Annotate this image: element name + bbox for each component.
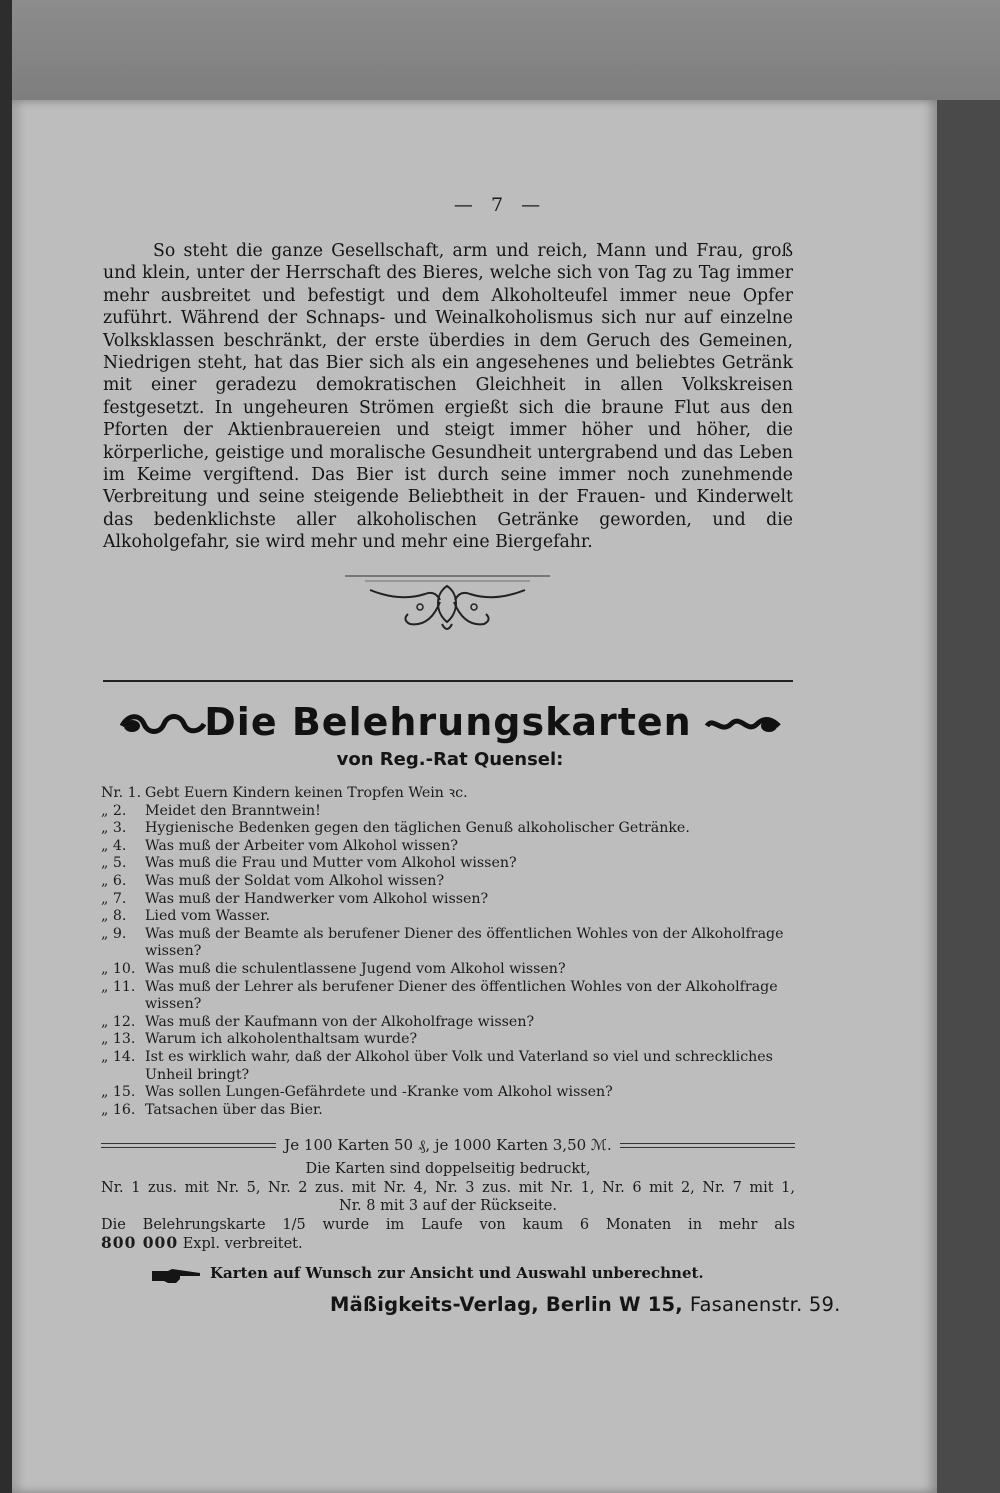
list-item bbox=[101, 820, 795, 838]
page-number: — 7 — bbox=[453, 194, 547, 216]
heading-title: Die Belehrungskarten bbox=[204, 700, 692, 744]
ornament-divider bbox=[340, 572, 555, 637]
card-title: Was muß der Arbeiter vom Alkohol wissen? bbox=[145, 837, 458, 854]
list-item bbox=[101, 891, 795, 909]
card-title: Warum ich alkoholenthaltsam wurde? bbox=[145, 1031, 418, 1048]
card-number: „ 12. bbox=[101, 1013, 136, 1030]
list-item bbox=[101, 1084, 795, 1102]
list-item bbox=[101, 1014, 795, 1032]
card-number: „ 6. bbox=[101, 872, 127, 889]
card-number: „ 14. bbox=[101, 1048, 136, 1065]
price-rule-left bbox=[101, 1143, 276, 1148]
list-item bbox=[101, 855, 795, 873]
section-rule bbox=[103, 680, 793, 682]
card-number: „ 3. bbox=[101, 820, 127, 837]
publisher-address: Fasanenstr. 59. bbox=[689, 1293, 841, 1316]
notes-line-1: Die Karten sind doppelseitig bedruckt, bbox=[305, 1161, 591, 1177]
card-number: „ 15. bbox=[101, 1084, 136, 1101]
body-paragraph bbox=[103, 240, 793, 554]
next-page-edge bbox=[937, 100, 1000, 1493]
card-title: Was muß der Kaufmann von der Alkoholfrage wissen? bbox=[145, 1013, 535, 1030]
notes-line-3: Nr. 8 mit 3 auf der Rückseite. bbox=[339, 1198, 557, 1215]
heading-subtitle: von Reg.-Rat Quensel: bbox=[336, 749, 564, 770]
notes bbox=[101, 1160, 795, 1254]
price-text: Je 100 Karten 50 ₰, je 1000 Karten 3,50 ℳ. bbox=[284, 1135, 612, 1154]
list-item bbox=[101, 1031, 795, 1049]
right-flourish-icon bbox=[703, 712, 783, 738]
list-item bbox=[101, 908, 795, 926]
card-list bbox=[101, 785, 795, 1119]
card-title: Meidet den Branntwein! bbox=[145, 802, 321, 819]
card-title: Was sollen Lungen-Gefährdete und -Kranke vom Alkohol wissen? bbox=[145, 1084, 613, 1101]
card-number: „ 9. bbox=[101, 925, 127, 942]
card-number: Nr. 1. bbox=[101, 785, 142, 801]
list-item bbox=[101, 1102, 795, 1120]
card-number: „ 7. bbox=[101, 890, 127, 907]
list-item bbox=[101, 961, 795, 979]
paragraph-text: So steht die ganze Gesellschaft, arm und reich, Mann und Frau, groß und klein, unter der Herrschaft des Bieres, welche sich von Tag zu Tag immer mehr ausbreitet und befestigt und dem Alkoholteufel immer neue Opfer zuführt. Während der Schnaps- und Weinalkoholismus sich nur auf einzelne Volksklassen beschränkt, der erste überdies in dem Geruch des Gemeinen, Niedrigen steht, hat das Bier sich als ein angesehenes und beliebtes Getränk mit einer geradezu demokratischen Gleichheit in allen Volkskreisen festgesetzt. In ungeheuren Strömen ergießt sich die braune Flut aus den Pforten der Aktienbrauereien und steigt immer höher und höher, die körperliche, geistige und moralische Gesundheit untergrabend und das Leben im Keime vergiftend. Das Bier ist durch seine immer noch zunehmende Verbreitung und seine steigende Beliebtheit in der Frauen- und Kinderwelt das bedenklichste aller alkoholischen Getränke geworden, und die Alkoholgefahr, sie wird mehr und mehr eine Biergefahr. bbox=[103, 241, 793, 553]
notes-line-5-text: Expl. verbreitet. bbox=[182, 1236, 303, 1253]
pointing-hand-icon bbox=[150, 1267, 202, 1285]
card-title: Tatsachen über das Bier. bbox=[145, 1101, 323, 1118]
card-title: Hygienische Bedenken gegen den täglichen Genuß alkoholischer Getränke. bbox=[145, 820, 690, 837]
card-title: Lied vom Wasser. bbox=[145, 908, 270, 925]
book-spine bbox=[0, 0, 12, 1493]
list-item bbox=[101, 926, 795, 961]
price-line bbox=[101, 1135, 795, 1155]
card-number: „ 4. bbox=[101, 837, 127, 854]
card-title: Ist es wirklich wahr, daß der Alkohol über Volk und Vaterland so viel und schreckliches Unheil bringt? bbox=[145, 1048, 773, 1083]
list-item bbox=[101, 838, 795, 856]
distribution-count: 800 000 bbox=[101, 1233, 179, 1253]
notes-line-2: Nr. 1 zus. mit Nr. 5, Nr. 2 zus. mit Nr. 4, Nr. 3 zus. mit Nr. 1, Nr. 6 mit 2, Nr. 7 mit 1, bbox=[101, 1179, 795, 1196]
card-number: „ 16. bbox=[101, 1101, 136, 1118]
publisher bbox=[330, 1293, 840, 1316]
card-title: Gebt Euern Kindern keinen Tropfen Wein ꝛc. bbox=[145, 785, 468, 801]
list-item bbox=[101, 873, 795, 891]
notes-line-5 bbox=[101, 1234, 795, 1254]
list-item bbox=[101, 803, 795, 821]
card-number: „ 2. bbox=[101, 802, 127, 819]
notes-line-4: Die Belehrungskarte 1/5 wurde im Laufe von kaum 6 Monaten in mehr als bbox=[101, 1216, 795, 1233]
card-title: Was muß die Frau und Mutter vom Alkohol wissen? bbox=[145, 855, 517, 872]
card-title: Was muß der Soldat vom Alkohol wissen? bbox=[145, 872, 445, 889]
price-rule-right bbox=[620, 1143, 795, 1148]
offer-text: Karten auf Wunsch zur Ansicht und Auswahl unberechnet. bbox=[210, 1264, 704, 1282]
list-item bbox=[101, 979, 795, 1014]
card-title: Was muß die schulentlassene Jugend vom Alkohol wissen? bbox=[145, 960, 566, 977]
heading bbox=[118, 700, 778, 750]
card-number: „ 13. bbox=[101, 1031, 136, 1048]
list-item bbox=[101, 1049, 795, 1084]
card-title: Was muß der Beamte als berufener Diener des öffentlichen Wohles von der Alkoholfrage wissen? bbox=[145, 925, 784, 960]
card-number: „ 11. bbox=[101, 978, 136, 995]
card-title: Was muß der Handwerker vom Alkohol wissen? bbox=[145, 890, 489, 907]
publisher-name: Mäßigkeits-Verlag, Berlin W 15, bbox=[330, 1293, 683, 1316]
card-title: Was muß der Lehrer als berufener Diener des öffentlichen Wohles von der Alkoholfrage wissen? bbox=[145, 978, 778, 1013]
card-number: „ 5. bbox=[101, 855, 127, 872]
card-number: „ 10. bbox=[101, 960, 136, 977]
card-number: „ 8. bbox=[101, 908, 127, 925]
list-item bbox=[101, 785, 795, 803]
